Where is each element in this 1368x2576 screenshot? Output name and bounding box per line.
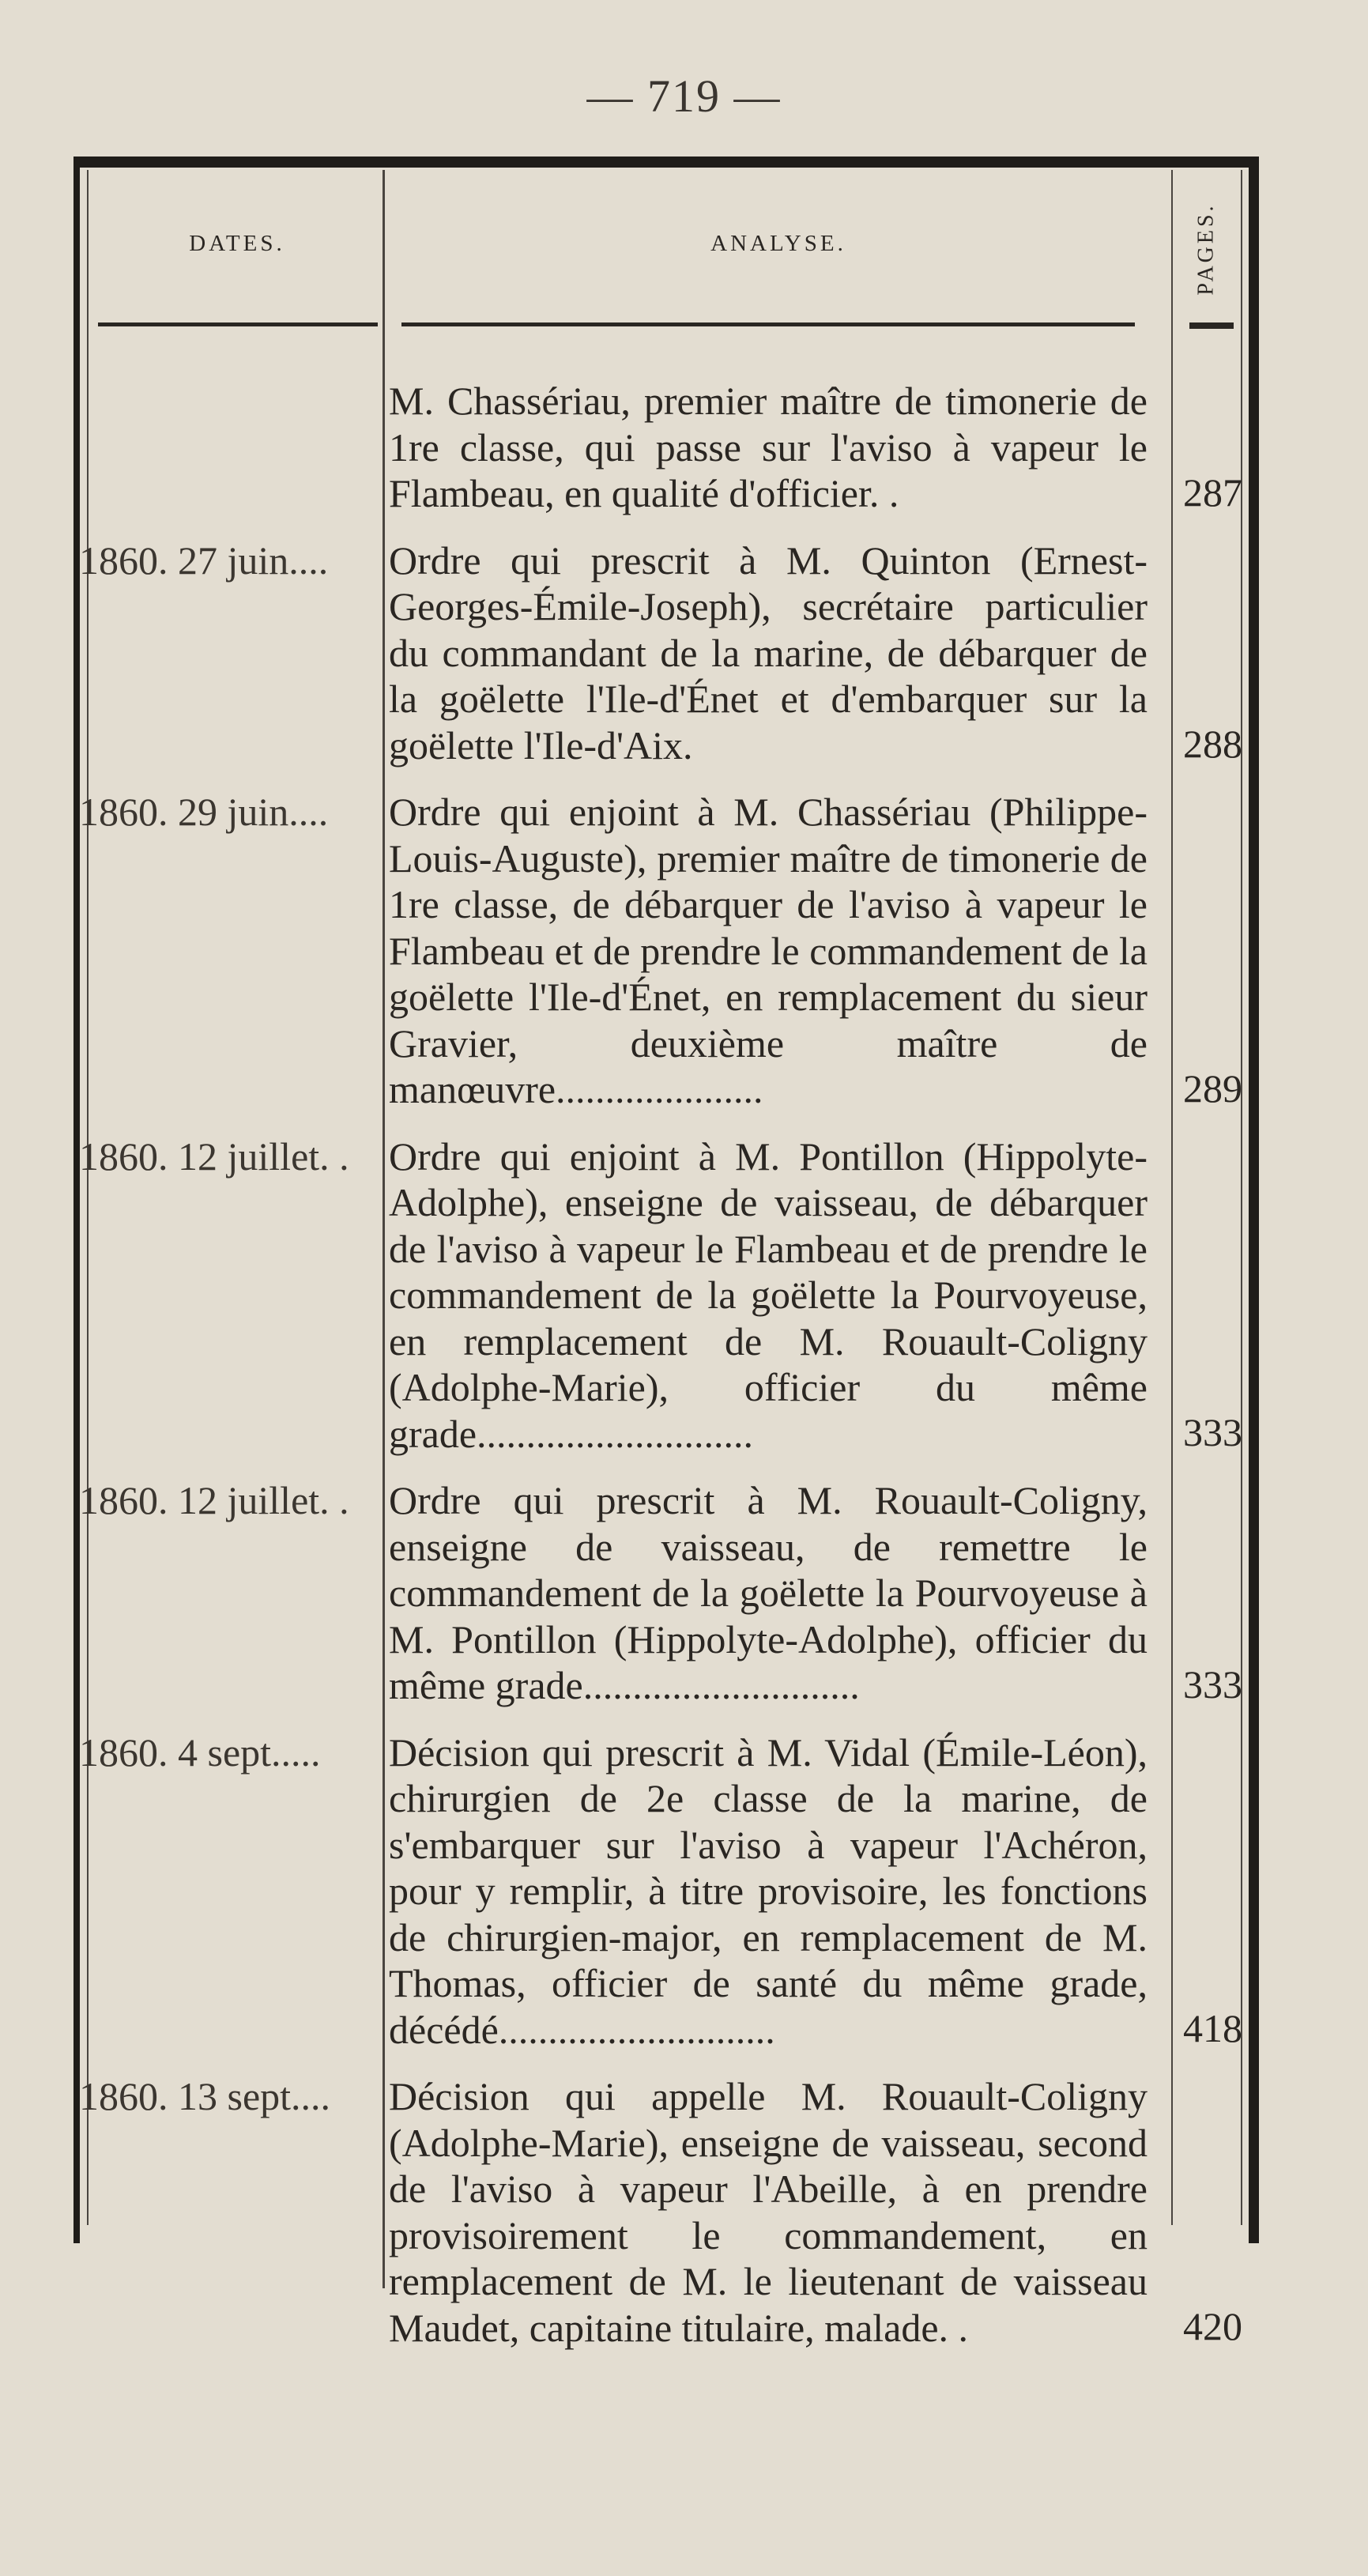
header-underline-dates (98, 322, 378, 326)
header-underline-analyse (401, 322, 1135, 326)
entry-page: 289 (1183, 1065, 1242, 1111)
entry-date: 1860. 29 juin.... (79, 790, 329, 834)
table-row (79, 2073, 1249, 2351)
entries-list (79, 378, 1249, 2371)
entry-analysis: Ordre qui prescrit à M. Quinton (Ernest-Georges-Émile-Joseph), secrétaire particulier du commandant de la marine, de débarquer de la goëlette l'Ile-d'Énet et d'embarquer sur la goëlette l'Ile-d'Aix. (389, 537, 1148, 768)
entry-page: 287 (1183, 470, 1242, 515)
entry-page: 420 (1183, 2304, 1242, 2348)
entry-analysis: Ordre qui enjoint à M. Pontillon (Hippolyte-Adolphe), enseigne de vaisseau, de débarquer de l'aviso à vapeur le Flambeau et de prendre le commandement de la goëlette la Pourvoyeuse, en remplacement de M. Rouault-Coligny (Adolphe-Marie), officier du même grade............................ (389, 1133, 1148, 1456)
table-row (79, 789, 1249, 1113)
table-row (79, 378, 1249, 517)
header-pages-cell (1174, 182, 1239, 316)
entry-date: 1860. 4 sept..... (79, 1729, 321, 1775)
entry-date: 1860. 12 juillet. . (79, 1478, 349, 1522)
entry-analysis: Ordre qui prescrit à M. Rouault-Coligny, enseigne de vaisseau, de remettre le commandement de la goëlette la Pourvoyeuse à M. Pontillon (Hippolyte-Adolphe), officier du même grade............................ (389, 1478, 1148, 1707)
entry-analysis: Ordre qui enjoint à M. Chassériau (Philippe-Louis-Auguste), premier maître de timonerie de 1re classe, de débarquer de l'aviso à vapeur le Flambeau et de prendre le commandement de la goëlette l'Ile-d'Énet, en remplacement du sieur Gravier, deuxième maître de manœuvre..................... (389, 790, 1148, 1111)
entry-analysis: Décision qui prescrit à M. Vidal (Émile-Léon), chirurgien de 2e classe de la marine, de s'embarquer sur l'aviso à vapeur l'Achéron, pour y remplir, à titre provisoire, les fonctions de chirurgien-major, en remplacement de M. Thomas, officier de santé du même grade, décédé............................ (389, 1729, 1148, 2052)
table-right-border (1249, 157, 1259, 2243)
entry-page: 418 (1183, 2006, 1242, 2050)
table-row (79, 1133, 1249, 1458)
entry-date: 1860. 13 sept.... (79, 2074, 331, 2118)
entry-date: 1860. 27 juin.... (79, 537, 329, 583)
table-top-border (73, 157, 1259, 168)
header-analyse: ANALYSE. (710, 231, 846, 256)
table-row (79, 537, 1249, 769)
entry-page: 333 (1183, 1410, 1242, 1454)
header-pages: PAGES. (1194, 202, 1219, 296)
entry-analysis: M. Chassériau, premier maître de timonerie de 1re classe, qui passe sur l'aviso à vapeur le Flambeau, en qualité d'officier. . (389, 379, 1148, 515)
entry-page: 333 (1183, 1661, 1242, 1707)
table-row (79, 1729, 1249, 2054)
page-number: — 719 — (586, 70, 782, 122)
entry-date: 1860. 12 juillet. . (79, 1133, 349, 1179)
entry-page: 288 (1183, 722, 1242, 766)
header-dates: DATES. (189, 231, 285, 256)
header-underline-pages (1189, 322, 1234, 329)
entry-analysis: Décision qui appelle M. Rouault-Coligny (Adolphe-Marie), enseigne de vaisseau, second de l'aviso à vapeur l'Abeille, à en prendre provisoirement le commandement, en remplacement de M. le lieutenant de vaisseau Maudet, capitaine titulaire, malade. . (389, 2074, 1148, 2350)
table-row (79, 1477, 1249, 1709)
